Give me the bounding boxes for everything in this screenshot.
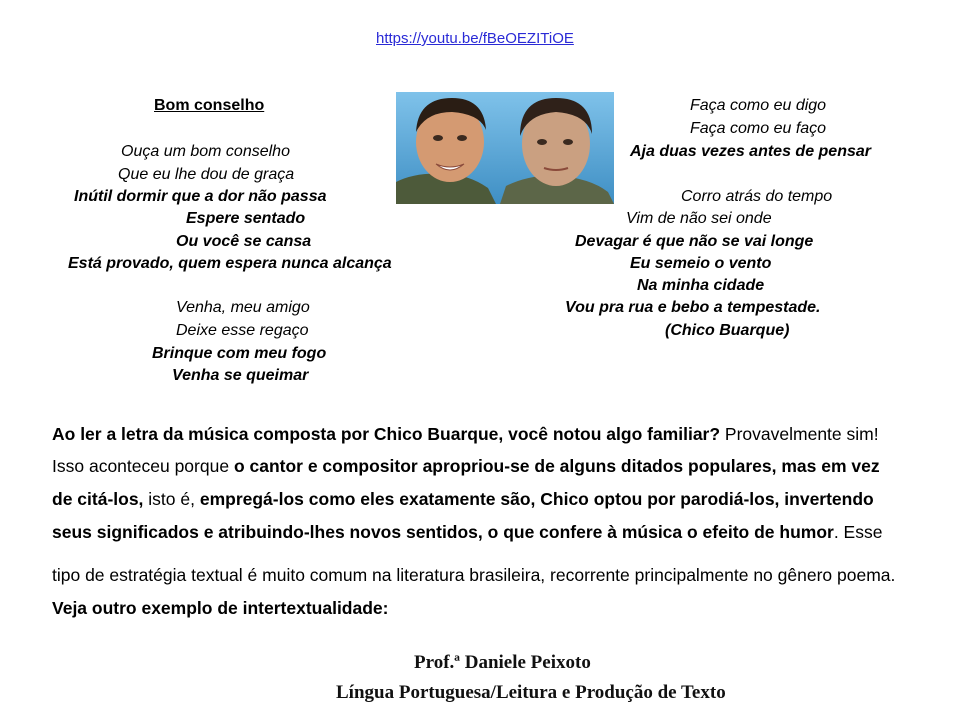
paragraph-line [52, 565, 922, 585]
paragraph-text-bold: Veja outro exemplo de intertextualidade: [52, 598, 389, 618]
signature-name: Prof.ª Daniele Peixoto [414, 652, 591, 673]
paragraph-line [52, 424, 922, 444]
paragraph-text-bold: empregá-los como eles exatamente são, Chico optou por parodiá-los, invertendo [199, 489, 874, 509]
lyric-line: Venha se queimar [172, 367, 309, 384]
paragraph-text: tipo de estratégia textual é muito comum na literatura brasileira, recorrente principalmente no gênero poema. [52, 565, 896, 585]
album-photo-image [396, 92, 614, 204]
lyric-line: Brinque com meu fogo [152, 345, 327, 362]
paragraph-text: Isso aconteceu porque [52, 456, 234, 476]
song-author: (Chico Buarque) [665, 322, 790, 339]
lyric-line: Venha, meu amigo [176, 299, 310, 316]
lyric-line: Espere sentado [186, 210, 306, 227]
paragraph-text: . Esse [833, 522, 883, 542]
lyric-line: Faça como eu digo [690, 97, 827, 114]
paragraph-line [52, 598, 922, 618]
paragraph-line [52, 456, 922, 476]
paragraph-text: Provavelmente sim! [720, 424, 879, 444]
paragraph-line [52, 489, 922, 509]
lyric-line: Deixe esse regaço [176, 322, 309, 339]
lyric-line: Vou pra rua e bebo a tempestade. [565, 299, 821, 316]
lyric-line: Faça como eu faço [690, 120, 827, 137]
paragraph-text-bold: de citá-los, [52, 489, 144, 509]
signature-subject: Língua Portuguesa/Leitura e Produção de Texto [336, 682, 726, 703]
paragraph-text-bold: seus significados e atribuindo-lhes novos sentidos, o que confere à música o efeito de humor [52, 522, 834, 542]
paragraph-line [52, 522, 922, 542]
lyric-line: Está provado, quem espera nunca alcança [68, 255, 392, 272]
lyric-line: Ouça um bom conselho [121, 143, 290, 160]
youtube-link[interactable]: https://youtu.be/fBeOEZITiOE [376, 30, 574, 47]
paragraph-text: isto é, [143, 489, 200, 509]
lyric-line: Devagar é que não se vai longe [575, 233, 814, 250]
lyric-line: Ou você se cansa [176, 233, 312, 250]
lyric-line: Vim de não sei onde [626, 210, 772, 227]
lyric-line: Na minha cidade [637, 277, 765, 294]
lyric-line: Que eu lhe dou de graça [118, 166, 295, 183]
album-photo [396, 92, 614, 204]
lyric-line: Eu semeio o vento [630, 255, 772, 272]
lyric-line: Inútil dormir que a dor não passa [74, 188, 327, 205]
lyric-line: Corro atrás do tempo [681, 188, 833, 205]
song-title: Bom conselho [154, 97, 265, 114]
paragraph-text-bold: Ao ler a letra da música composta por Chico Buarque, você notou algo familiar? [52, 424, 721, 444]
lyric-line: Aja duas vezes antes de pensar [630, 143, 871, 160]
paragraph-text-bold: o cantor e compositor apropriou-se de alguns ditados populares, mas em vez [233, 456, 880, 476]
